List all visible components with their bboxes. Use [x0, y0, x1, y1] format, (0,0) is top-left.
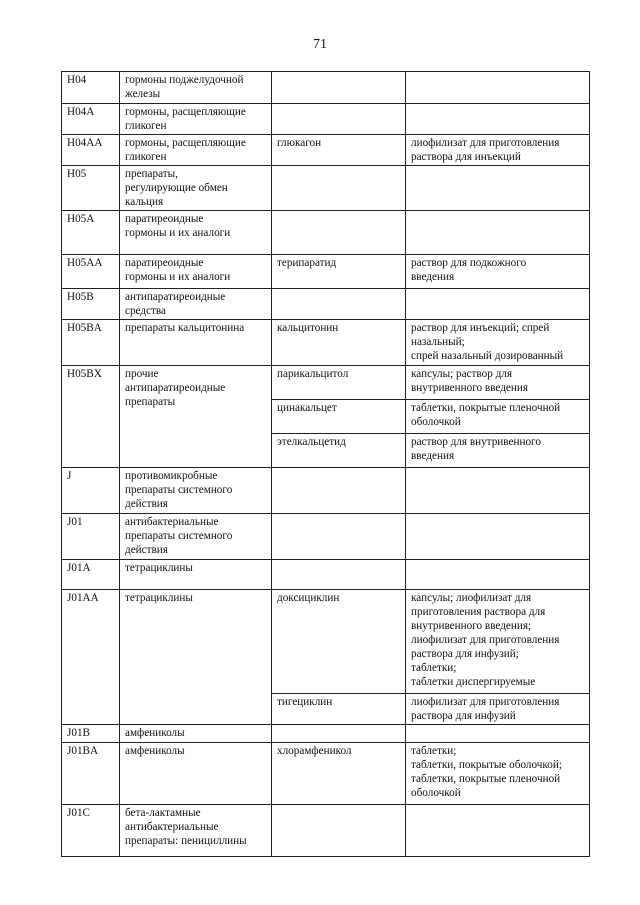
table-row	[62, 289, 590, 320]
drug-name-cell: глюкагон	[272, 135, 406, 166]
group-name-cell: противомикробные препараты системного действия	[120, 468, 272, 514]
group-name-cell: паратиреоидные гормоны и их аналоги	[120, 211, 272, 255]
group-name-cell: гормоны, расщепляющие гликоген	[120, 135, 272, 166]
dosage-form-cell: капсулы; лиофилизат для приготовления раствора для внутривенного введения; лиофилизат для приготовления раствора для инфузий; таблетки; таблетки диспергируемые	[406, 590, 590, 694]
table-row	[62, 255, 590, 289]
group-name-cell: тетрациклины	[120, 590, 272, 725]
table-row	[62, 320, 590, 366]
dosage-form-cell	[406, 468, 590, 514]
dosage-form-cell	[406, 166, 590, 211]
drug-name-cell: терипаратид	[272, 255, 406, 289]
atc-code-cell: H05	[62, 166, 120, 211]
atc-code-cell: H05BA	[62, 320, 120, 366]
dosage-form-cell	[406, 560, 590, 590]
drug-name-cell	[272, 166, 406, 211]
dosage-form-cell	[406, 289, 590, 320]
table-row	[62, 366, 590, 400]
dosage-form-cell: раствор для инъекций; спрей назальный; спрей назальный дозированный	[406, 320, 590, 366]
atc-code-cell: J01C	[62, 805, 120, 857]
drug-name-cell	[272, 211, 406, 255]
drug-name-cell: кальцитонин	[272, 320, 406, 366]
group-name-cell: бета-лактамные антибактериальные препараты: пенициллины	[120, 805, 272, 857]
dosage-form-cell: капсулы; раствор для внутривенного введения	[406, 366, 590, 400]
group-name-cell: антипаратиреоидные средства	[120, 289, 272, 320]
table-row	[62, 514, 590, 560]
table-row	[62, 560, 590, 590]
group-name-cell: прочие антипаратиреоидные препараты	[120, 366, 272, 468]
table-row	[62, 468, 590, 514]
atc-code-cell: H05AA	[62, 255, 120, 289]
dosage-form-cell	[406, 805, 590, 857]
dosage-form-cell: раствор для внутривенного введения	[406, 434, 590, 468]
atc-code-cell: J01	[62, 514, 120, 560]
drug-name-cell	[272, 514, 406, 560]
table-row	[62, 725, 590, 743]
table-row	[62, 743, 590, 805]
dosage-form-cell	[406, 72, 590, 104]
dosage-form-cell: лиофилизат для приготовления раствора для инфузий	[406, 694, 590, 725]
group-name-cell: гормоны поджелудочной железы	[120, 72, 272, 104]
table-row	[62, 166, 590, 211]
drug-name-cell	[272, 289, 406, 320]
group-name-cell: препараты, регулирующие обмен кальция	[120, 166, 272, 211]
dosage-form-cell: таблетки; таблетки, покрытые оболочкой; таблетки, покрытые пленочной оболочкой	[406, 743, 590, 805]
dosage-form-cell: лиофилизат для приготовления раствора для инъекций	[406, 135, 590, 166]
drug-name-cell: цинакальцет	[272, 400, 406, 434]
drug-name-cell: парикальцитол	[272, 366, 406, 400]
atc-code-cell: J01BA	[62, 743, 120, 805]
drug-name-cell	[272, 468, 406, 514]
dosage-form-cell	[406, 211, 590, 255]
dosage-form-cell	[406, 514, 590, 560]
group-name-cell: препараты кальцитонина	[120, 320, 272, 366]
table-row	[62, 211, 590, 255]
table-row	[62, 805, 590, 857]
dosage-form-cell	[406, 104, 590, 135]
table-row	[62, 135, 590, 166]
group-name-cell: антибактериальные препараты системного действия	[120, 514, 272, 560]
dosage-form-cell: таблетки, покрытые пленочной оболочкой	[406, 400, 590, 434]
atc-code-cell: J01B	[62, 725, 120, 743]
atc-drug-table	[61, 71, 590, 857]
atc-code-cell: J	[62, 468, 120, 514]
drug-name-cell: тигециклин	[272, 694, 406, 725]
drug-name-cell	[272, 805, 406, 857]
group-name-cell: гормоны, расщепляющие гликоген	[120, 104, 272, 135]
drug-name-cell: доксициклин	[272, 590, 406, 694]
atc-code-cell: H04A	[62, 104, 120, 135]
drug-name-cell	[272, 725, 406, 743]
drug-name-cell	[272, 104, 406, 135]
dosage-form-cell	[406, 725, 590, 743]
drug-name-cell	[272, 72, 406, 104]
group-name-cell: паратиреоидные гормоны и их аналоги	[120, 255, 272, 289]
atc-code-cell: J01AA	[62, 590, 120, 725]
group-name-cell: амфениколы	[120, 743, 272, 805]
table-row	[62, 72, 590, 104]
atc-code-cell: H04	[62, 72, 120, 104]
atc-code-cell: H05BX	[62, 366, 120, 468]
group-name-cell: тетрациклины	[120, 560, 272, 590]
drug-name-cell: хлорамфеникол	[272, 743, 406, 805]
drug-name-cell	[272, 560, 406, 590]
page-number: 71	[313, 37, 327, 52]
drug-name-cell: этелкальцетид	[272, 434, 406, 468]
dosage-form-cell: раствор для подкожного введения	[406, 255, 590, 289]
table-row	[62, 104, 590, 135]
atc-code-cell: J01A	[62, 560, 120, 590]
group-name-cell: амфениколы	[120, 725, 272, 743]
atc-code-cell: H05A	[62, 211, 120, 255]
atc-code-cell: H04AA	[62, 135, 120, 166]
table-row	[62, 590, 590, 694]
atc-code-cell: H05B	[62, 289, 120, 320]
